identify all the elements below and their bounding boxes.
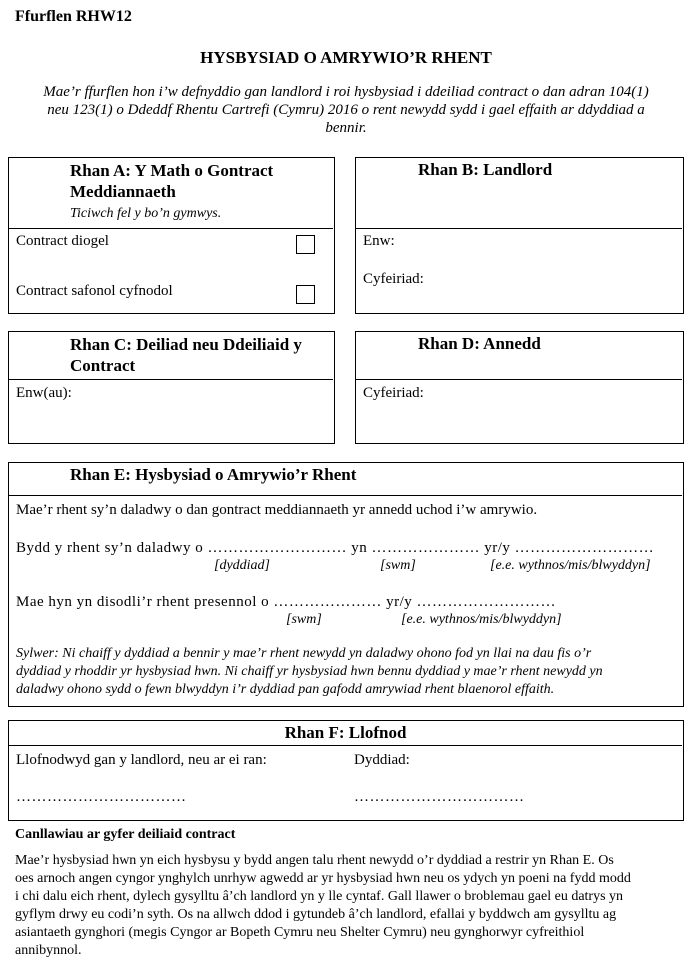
part-e-heading: Rhan E: Hysbysiad o Amrywio’r Rhent [70, 465, 357, 484]
period-caption: [e.e. wythnos/mis/blwyddyn] [490, 558, 651, 573]
divider [356, 228, 682, 229]
option-periodic-standard-contract-label: Contract safonol cyfnodol [16, 283, 173, 299]
contract-holder-names-label: Enw(au): [16, 385, 72, 401]
dwelling-address-label: Cyfeiriad: [363, 385, 424, 401]
part-c-box [8, 331, 335, 444]
landlord-address-label: Cyfeiriad: [363, 271, 424, 287]
signature-line[interactable]: …………………………… [16, 789, 187, 805]
rent-variation-statement: Mae’r rhent sy’n daladwy o dan gontract meddiannaeth yr annedd uchod i’w amrywio. [16, 502, 538, 518]
part-c-heading: Rhan C: Deiliad neu Ddeiliaid y Contract [70, 335, 302, 375]
divider [9, 745, 682, 746]
option-secure-contract-label: Contract diogel [16, 233, 109, 249]
divider [9, 379, 333, 380]
divider [9, 495, 682, 496]
sum-caption-2: [swm] [286, 612, 322, 627]
part-a-box [8, 157, 335, 314]
part-b-box [355, 157, 684, 314]
part-f-heading: Rhan F: Llofnod [284, 723, 407, 742]
period-caption-2: [e.e. wythnos/mis/blwyddyn] [401, 612, 562, 627]
date-line[interactable]: …………………………… [354, 789, 525, 805]
current-rent-line: Mae hyn yn disodli’r rhent presennol o ………………… yr/y ……………………… [16, 594, 557, 610]
signed-by-label: Llofnodwyd gan y landlord, neu ar ei ran: [16, 752, 267, 768]
part-a-heading: Rhan A: Y Math o Gontract Meddiannaeth [70, 161, 274, 201]
part-f-box [8, 720, 684, 821]
part-e-note: Sylwer: Ni chaiff y dyddiad a bennir y mae’r rhent newydd yn daladwy ohono fod yn llai na dau fis o’r dyddiad y rhoddir yr hysbysiad hwn. Ni chaiff yr hysbysiad hwn bennu dyddiad y mae’r rhent newydd yn daladwy ohono sydd o fewn blwyddyn i’r dyddiad pan gafodd amrywiad rhent blaenorol effaith. [16, 646, 603, 697]
sum-caption: [swm] [380, 558, 416, 573]
date-caption: [dyddiad] [214, 558, 270, 573]
secure-contract-checkbox[interactable] [296, 235, 315, 254]
guidance-heading: Canllawiau ar gyfer deiliaid contract [15, 827, 236, 842]
part-d-heading: Rhan D: Annedd [418, 334, 541, 353]
part-b-heading: Rhan B: Landlord [418, 160, 553, 179]
date-label: Dyddiad: [354, 752, 410, 768]
divider [9, 228, 333, 229]
page-title: HYSBYSIAD O AMRYWIO’R RHENT [200, 48, 492, 67]
landlord-name-label: Enw: [363, 233, 395, 249]
new-rent-line: Bydd y rhent sy’n daladwy o ……………………… yn ………………… yr/y ……………………… [16, 540, 655, 556]
guidance-text: Mae’r hysbysiad hwn yn eich hysbysu y bydd angen talu rhent newydd o’r dyddiad a restrir yn Rhan E. Os oes arnoch angen cyngor ynghylch unrhyw agwedd ar yr hysbysiad hwn neu os ydych yn poeni na fydd modd i chi dalu eich rhent, dylech gysylltu â’ch landlord yn y lle cyntaf. Gall llawer o broblemau gael eu datrys yn gyflym drwy eu codi’n syth. Os na allwch ddod i gytundeb â’ch landlord, efallai y byddwch am gysylltu ag asiantaeth gynghori (megis Cyngor ar Bopeth Cymru neu Shelter Cymru) neu gynghorwyr cyfreithiol annibynnol. [15, 853, 631, 958]
part-a-instruction: Ticiwch fel y bo’n gymwys. [70, 206, 222, 221]
intro-text: Mae’r ffurflen hon i’w defnyddio gan landlord i roi hysbysiad i ddeiliad contract o dan adran 104(1) neu 123(1) o Ddeddf Rhentu Cartrefi (Cymru) 2016 o rent newydd sydd i gael effaith ar ddyddiad a bennir. [43, 84, 649, 136]
form-id: Ffurflen RHW12 [15, 8, 132, 25]
part-e-box [8, 462, 684, 707]
periodic-standard-contract-checkbox[interactable] [296, 285, 315, 304]
divider [356, 379, 682, 380]
part-d-box [355, 331, 684, 444]
